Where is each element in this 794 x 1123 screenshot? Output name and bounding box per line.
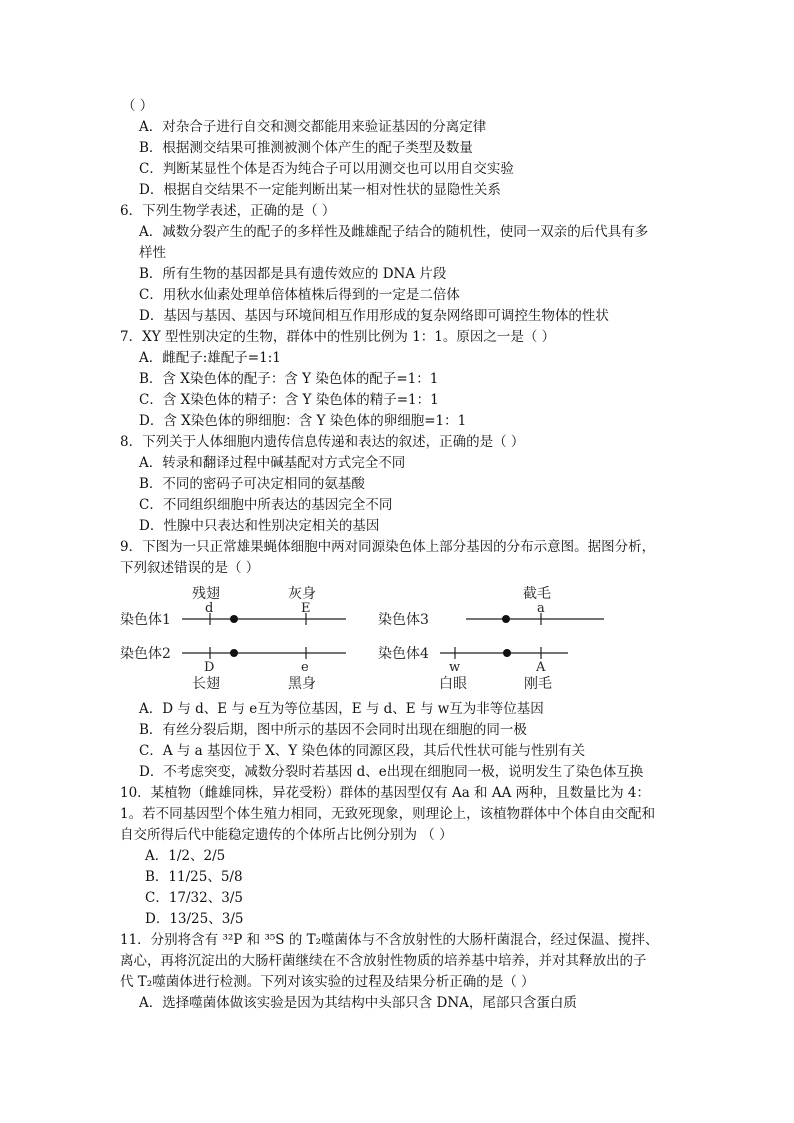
option-line: D．根据自交结果不一定能判断出某一相对性状的显隐性关系 bbox=[139, 182, 501, 198]
question-line: 11．分别将含有 ³²P 和 ³⁵S 的 T₂噬菌体与不含放射性的大肠杆菌混合，经过保温、搅拌、 bbox=[120, 932, 659, 948]
option-line: B．根据测交结果可推测被测个体产生的配子类型及数量 bbox=[139, 140, 473, 156]
chromosome-3-label: 染色体3 bbox=[378, 612, 429, 628]
trait-label: 长翅 bbox=[192, 676, 220, 692]
chromosome-1-label: 染色体1 bbox=[120, 612, 171, 628]
trait-label: 白眼 bbox=[439, 676, 467, 692]
question-line: 6．下列生物学表述，正确的是（ ） bbox=[120, 203, 336, 219]
option-line: C．用秋水仙素处理单倍体植株后得到的一定是二倍体 bbox=[139, 287, 460, 303]
trait-label: 残翅 bbox=[192, 586, 220, 602]
gene-label: e bbox=[301, 660, 309, 675]
question-line: 下列叙述错误的是（ ） bbox=[120, 560, 260, 576]
trait-label: 黑身 bbox=[288, 676, 316, 692]
question-line: 离心，再将沉淀出的大肠杆菌继续在不含放射性物质的培养基中培养，并对其释放出的子 bbox=[120, 953, 647, 969]
option-line: D．不考虑突变，减数分裂时若基因 d、e出现在细胞同一极，说明发生了染色体互换 bbox=[139, 764, 644, 780]
option-line: B．含 X染色体的配子：含 Y 染色体的配子=1：1 bbox=[139, 371, 439, 387]
option-line: C．含 X染色体的精子：含 Y 染色体的精子=1：1 bbox=[139, 392, 439, 408]
question-line: 1。若不同基因型个体生殖力相同，无致死现象，则理论上，该植物群体中个体自由交配和 bbox=[120, 806, 656, 822]
option-line: A．选择噬菌体做该实验是因为其结构中头部只含 DNA，尾部只含蛋白质 bbox=[139, 995, 577, 1011]
trait-label: 截毛 bbox=[523, 586, 551, 602]
option-line: A．对杂合子进行自交和测交都能用来验证基因的分离定律 bbox=[139, 119, 487, 135]
gene-label: A bbox=[536, 660, 546, 675]
gene-label: E bbox=[301, 601, 311, 616]
text-line: （ ） bbox=[122, 98, 154, 114]
option-line: C．判断某显性个体是否为纯合子可以用测交也可以用自交实验 bbox=[139, 161, 514, 177]
gene-label: d bbox=[205, 601, 214, 616]
option-line: A．D 与 d、E 与 e互为等位基因，E 与 d、E 与 w互为非等位基因 bbox=[139, 701, 544, 717]
chromosome-2-label: 染色体2 bbox=[120, 646, 171, 662]
gene-label: a bbox=[537, 601, 545, 616]
option-line: C．A 与 a 基因位于 X、Y 染色体的同源区段，其后代性状可能与性别有关 bbox=[139, 743, 586, 759]
option-line: B．有丝分裂后期，图中所示的基因不会同时出现在细胞的同一极 bbox=[139, 722, 527, 738]
trait-label: 灰身 bbox=[288, 586, 316, 602]
trait-label: 刚毛 bbox=[524, 676, 552, 692]
option-line: A．转录和翻译过程中碱基配对方式完全不同 bbox=[139, 455, 406, 471]
option-line: D．性腺中只表达和性别决定相关的基因 bbox=[139, 518, 380, 534]
question-line: 9．下图为一只正常雄果蝇体细胞中两对同源染色体上部分基因的分布示意图。据图分析， bbox=[120, 539, 656, 555]
option-line: D．13/25、3/5 bbox=[145, 911, 244, 927]
gene-label: w bbox=[449, 660, 461, 675]
chromosome-4-label: 染色体4 bbox=[378, 646, 429, 662]
question-line: 8．下列关于人体细胞内遗传信息传递和表达的叙述，正确的是（ ） bbox=[120, 434, 525, 450]
option-line: D．基因与基因、基因与环境间相互作用形成的复杂网络即可调控生物体的性状 bbox=[139, 308, 609, 324]
question-line: 自交所得后代中能稳定遗传的个体所占比例分别为 （ ） bbox=[120, 827, 453, 843]
question-line: 10．某植物（雌雄同株，异花受粉）群体的基因型仅有 Aa 和 AA 两种，且数量比为 4： bbox=[120, 785, 651, 801]
option-line: B．不同的密码子可决定相同的氨基酸 bbox=[139, 476, 365, 492]
option-line: B．11/25、5/8 bbox=[145, 869, 243, 885]
option-line: A．1/2、2/5 bbox=[145, 848, 226, 864]
option-line: B．所有生物的基因都是具有遗传效应的 DNA 片段 bbox=[139, 266, 447, 282]
question-line: 7．XY 型性别决定的生物，群体中的性别比例为 1：1。原因之一是（ ） bbox=[120, 329, 556, 345]
option-line: 样性 bbox=[139, 245, 166, 261]
option-line: A．减数分裂产生的配子的多样性及雌雄配子结合的随机性，使同一双亲的后代具有多 bbox=[139, 224, 649, 240]
question-line: 代 T₂噬菌体进行检测。下列对该实验的过程及结果分析正确的是（ ） bbox=[120, 974, 535, 990]
option-line: C．不同组织细胞中所表达的基因完全不同 bbox=[139, 497, 393, 513]
gene-label: D bbox=[204, 660, 215, 675]
option-line: C．17/32、3/5 bbox=[145, 890, 243, 906]
option-line: D．含 X染色体的卵细胞：含 Y 染色体的卵细胞=1：1 bbox=[139, 413, 467, 429]
option-line: A．雌配子:雄配子=1:1 bbox=[139, 350, 281, 366]
chromosome-diagram bbox=[118, 578, 618, 698]
